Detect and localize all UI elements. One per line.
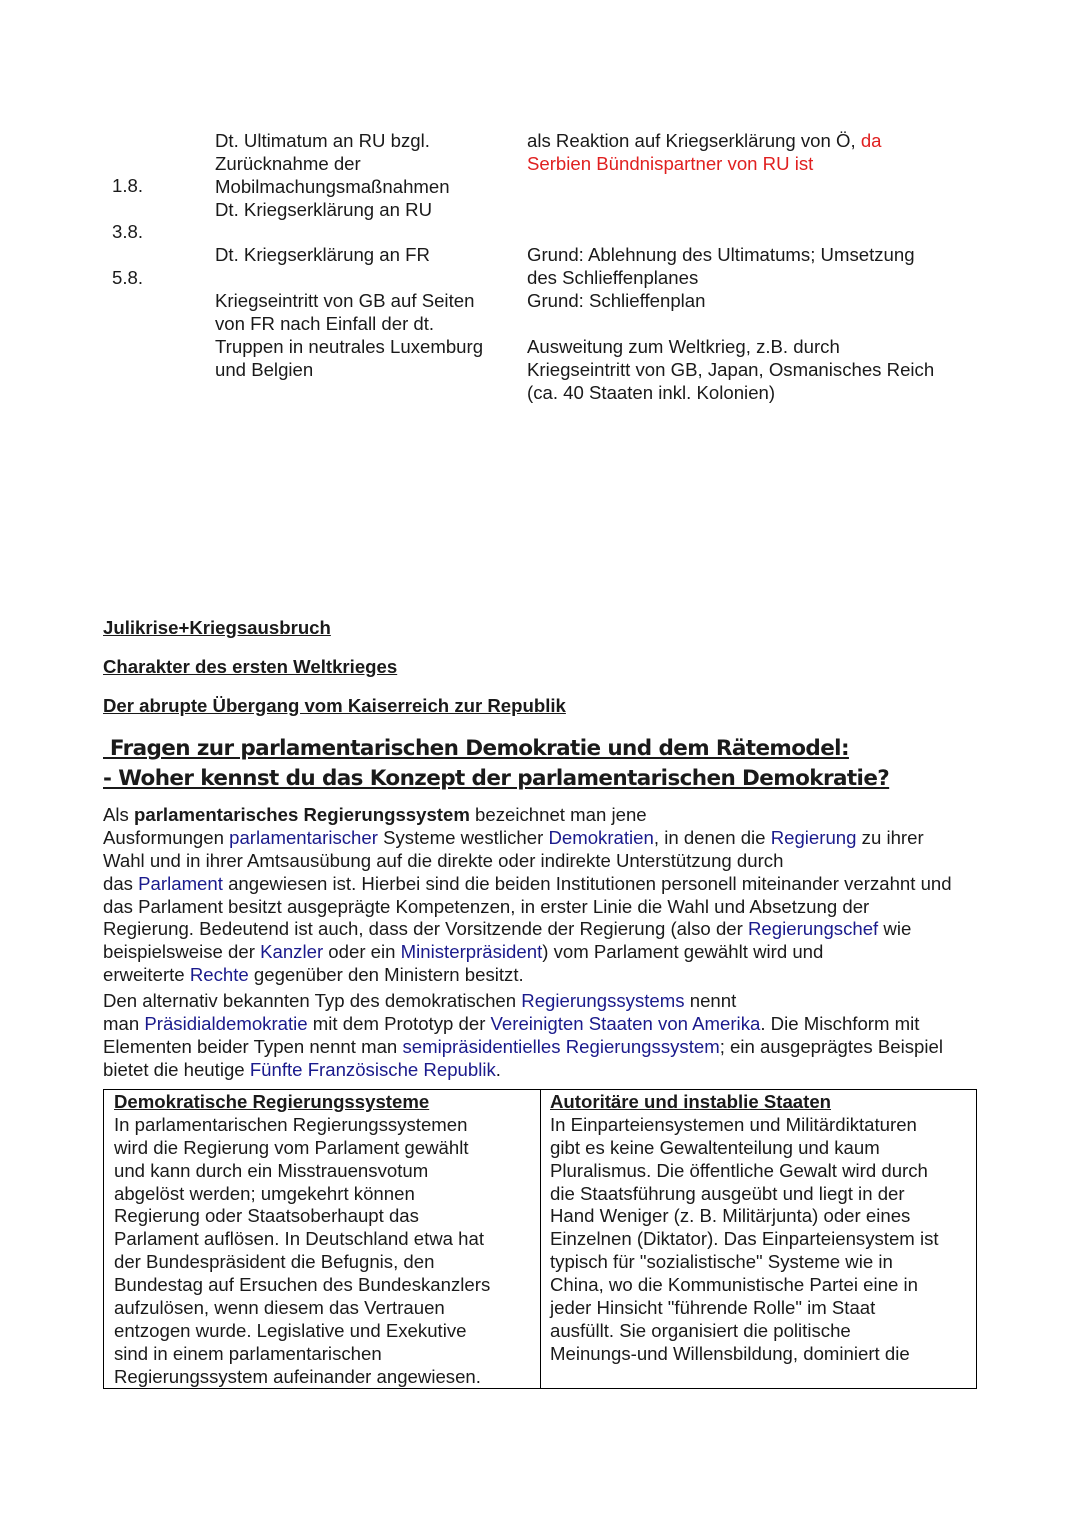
text-segment: man (103, 1012, 145, 1034)
heading-uebergang: Der abrupte Übergang vom Kaiserreich zur Republik (103, 695, 566, 716)
text-segment: (ca. 40 Staaten inkl. Kolonien) (527, 381, 776, 403)
text-line (103, 964, 952, 987)
text-line (527, 199, 934, 222)
text-segment: das (103, 872, 139, 894)
text-segment: Elementen beider Typen nennt man (103, 1035, 403, 1057)
text-segment: Systeme westlicher (377, 826, 549, 848)
text-segment: Kriegseintritt von GB, Japan, Osmanisches Reich (527, 358, 935, 380)
text-segment: des Schlieffenplanes (527, 267, 699, 289)
text-line (103, 918, 952, 941)
link-text[interactable]: Regierungssystems (521, 990, 685, 1011)
table-cell-democratic (114, 1091, 490, 1389)
text-segment: angewiesen ist. Hierbei sind die beiden Institutionen personell miteinander verzahnt und (222, 872, 952, 894)
heading-charakter: Charakter des ersten Weltkrieges (103, 656, 398, 677)
table-column-title: Autoritäre und instablie Staaten (550, 1091, 832, 1112)
text-segment: das Parlament besitzt ausgeprägte Kompetenzen, in erster Linie die Wahl und Absetzung der (103, 895, 870, 917)
link-text[interactable]: parlamentarischer (229, 826, 378, 848)
text-segment: Ausformungen (103, 826, 230, 848)
text-line: aufzulösen, wenn diesem das Vertrauen (114, 1297, 445, 1319)
link-text[interactable]: Rechte (189, 964, 249, 986)
text-line: und kann durch ein Misstrauensvotum (114, 1159, 429, 1181)
text-line: von FR nach Einfall der dt. (215, 313, 435, 335)
text-line (103, 1036, 943, 1059)
text-line: abgelöst werden; umgekehrt können (114, 1182, 415, 1204)
text-line (527, 313, 934, 336)
text-line: Kriegseintritt von GB auf Seiten (215, 290, 475, 312)
text-segment: ) vom Parlament gewählt wird und (542, 941, 824, 963)
text-line: jeder Hinsicht "führende Rolle" im Staat (550, 1297, 876, 1319)
text-segment: Als (103, 804, 134, 825)
text-line (527, 290, 934, 313)
text-line (215, 267, 483, 290)
text-segment: nennt (684, 990, 737, 1011)
text-line: In parlamentarischen Regierungssystemen (114, 1113, 468, 1135)
text-segment: Den alternativ bekannten Typ des demokratischen (103, 990, 522, 1011)
paragraph-presidential-system (103, 990, 943, 1082)
comparison-table (103, 1089, 977, 1389)
text-line: Regierung oder Staatsoberhaupt das (114, 1205, 419, 1227)
text-segment: wie (878, 918, 912, 940)
text-line (103, 990, 943, 1013)
text-segment: als Reaktion auf Kriegserklärung von Ö, (527, 130, 861, 151)
text-line (215, 222, 483, 245)
text-line: Einzelnen (Diktator). Das Einparteiensystem ist (550, 1228, 939, 1250)
text-segment: , in denen die (653, 826, 771, 848)
text-line (527, 153, 934, 176)
link-text[interactable]: Regierungschef (747, 918, 879, 940)
text-segment: Grund: Schlieffenplan (527, 290, 706, 312)
text-line: Parlament auflösen. In Deutschland etwa hat (114, 1228, 485, 1250)
text-line: Dt. Ultimatum an RU bzgl. (215, 130, 430, 151)
text-segment: bezeichnet man jene (469, 804, 647, 825)
link-text[interactable]: Präsidialdemokratie (144, 1012, 308, 1034)
link-text[interactable]: semipräsidentielles Regierungssystem (402, 1035, 720, 1057)
table-divider (540, 1090, 541, 1388)
text-line (103, 896, 952, 919)
text-line (527, 176, 934, 199)
text-line: Dt. Kriegserklärung an FR (215, 244, 430, 266)
text-line: gibt es keine Gewaltenteilung und kaum (550, 1136, 880, 1158)
link-text[interactable]: Kanzler (260, 941, 324, 963)
text-segment: zu ihrer (856, 826, 924, 848)
text-line: Bundestag auf Ersuchen des Bundeskanzlers (114, 1274, 491, 1296)
table-cell-authoritarian (550, 1091, 939, 1366)
text-line: Pluralismus. Die öffentliche Gewalt wird durch (550, 1159, 928, 1181)
link-text[interactable]: Ministerpräsident (400, 941, 543, 963)
text-line: Truppen in neutrales Luxemburg (215, 336, 484, 358)
bold-text: parlamentarisches Regierungssystem (134, 804, 470, 825)
text-line: und Belgien (215, 358, 314, 380)
text-line (103, 1059, 943, 1082)
text-line (527, 359, 934, 382)
text-line: entzogen wurde. Legislative und Exekutive (114, 1319, 467, 1341)
text-segment: Regierung. Bedeutend ist auch, dass der Vorsitzende der Regierung (also der (103, 918, 748, 940)
text-line: Hand Weniger (z. B. Militärjunta) oder eines (550, 1205, 911, 1227)
text-line: China, wo die Kommunistische Partei eine in (550, 1274, 918, 1296)
text-segment: . Die Mischform mit (760, 1012, 920, 1034)
link-text[interactable]: Parlament (138, 872, 223, 894)
text-line (103, 804, 952, 827)
date-label: 1.8. (112, 175, 144, 196)
text-line (103, 850, 952, 873)
text-segment: . (495, 1058, 501, 1080)
date-label: 5.8. (112, 267, 144, 288)
text-segment: gegenüber den Ministern besitzt. (248, 964, 524, 986)
text-segment: Wahl und in ihrer Amtsausübung auf die direkte oder indirekte Unterstützung durch (103, 849, 784, 871)
link-text[interactable]: Fünfte Französische Republik (249, 1058, 496, 1080)
text-segment: Grund: Ablehnung des Ultimatums; Umsetzung (527, 244, 915, 266)
timeline-notes (527, 130, 934, 405)
date-label: 3.8. (112, 221, 144, 242)
text-line: In Einparteiensystemen und Militärdiktaturen (550, 1113, 917, 1135)
text-segment: erweiterte (103, 964, 190, 986)
text-segment: mit dem Prototyp der (307, 1012, 491, 1034)
text-line (527, 130, 934, 153)
text-line: ausfüllt. Sie organisiert die politische (550, 1319, 851, 1341)
text-line (103, 1013, 943, 1036)
red-text: da (860, 130, 882, 151)
link-text[interactable]: Demokratien (548, 826, 654, 848)
text-line: sind in einem parlamentarischen (114, 1342, 382, 1364)
text-line (527, 382, 934, 405)
text-segment: Ausweitung zum Weltkrieg, z.B. durch (527, 336, 840, 358)
question-subheading: - Woher kennst du das Konzept der parlamentarischen Demokratie? (103, 766, 890, 791)
text-line: wird die Regierung vom Parlament gewählt (114, 1136, 469, 1158)
text-segment: beispielsweise der (103, 941, 261, 963)
text-line: Regierungssystem aufeinander angewiesen. (114, 1365, 481, 1387)
heading-julikrise: Julikrise+Kriegsausbruch (103, 617, 331, 638)
timeline-events (215, 130, 483, 382)
text-line (103, 941, 952, 964)
question-heading: Fragen zur parlamentarischen Demokratie und dem Rätemodel: (103, 736, 849, 761)
link-text[interactable]: Vereinigten Staaten von Amerika (490, 1012, 761, 1034)
text-line (527, 267, 934, 290)
paragraph-parliamentary-system (103, 804, 952, 987)
text-segment: bietet die heutige (103, 1058, 250, 1080)
text-line: Mobilmachungsmaßnahmen (215, 175, 450, 197)
text-line: typisch für "sozialistische" Systeme wie in (550, 1251, 893, 1273)
text-line (103, 827, 952, 850)
text-line: Dt. Kriegserklärung an RU (215, 198, 433, 220)
text-line (527, 222, 934, 245)
text-line (527, 244, 934, 267)
text-line: Meinungs-und Willensbildung, dominiert die (550, 1342, 910, 1364)
red-text: Serbien Bündnispartner von RU ist (527, 152, 814, 174)
text-line: Zurücknahme der (215, 152, 361, 174)
text-line: der Bundespräsident die Befugnis, den (114, 1251, 435, 1273)
table-column-title: Demokratische Regierungssysteme (114, 1091, 430, 1112)
text-line: die Staatsführung ausgeübt und liegt in der (550, 1182, 905, 1204)
text-line (527, 336, 934, 359)
text-segment: ; ein ausgeprägtes Beispiel (719, 1035, 943, 1057)
text-segment: oder ein (323, 941, 401, 963)
text-line (103, 873, 952, 896)
link-text[interactable]: Regierung (770, 826, 857, 848)
